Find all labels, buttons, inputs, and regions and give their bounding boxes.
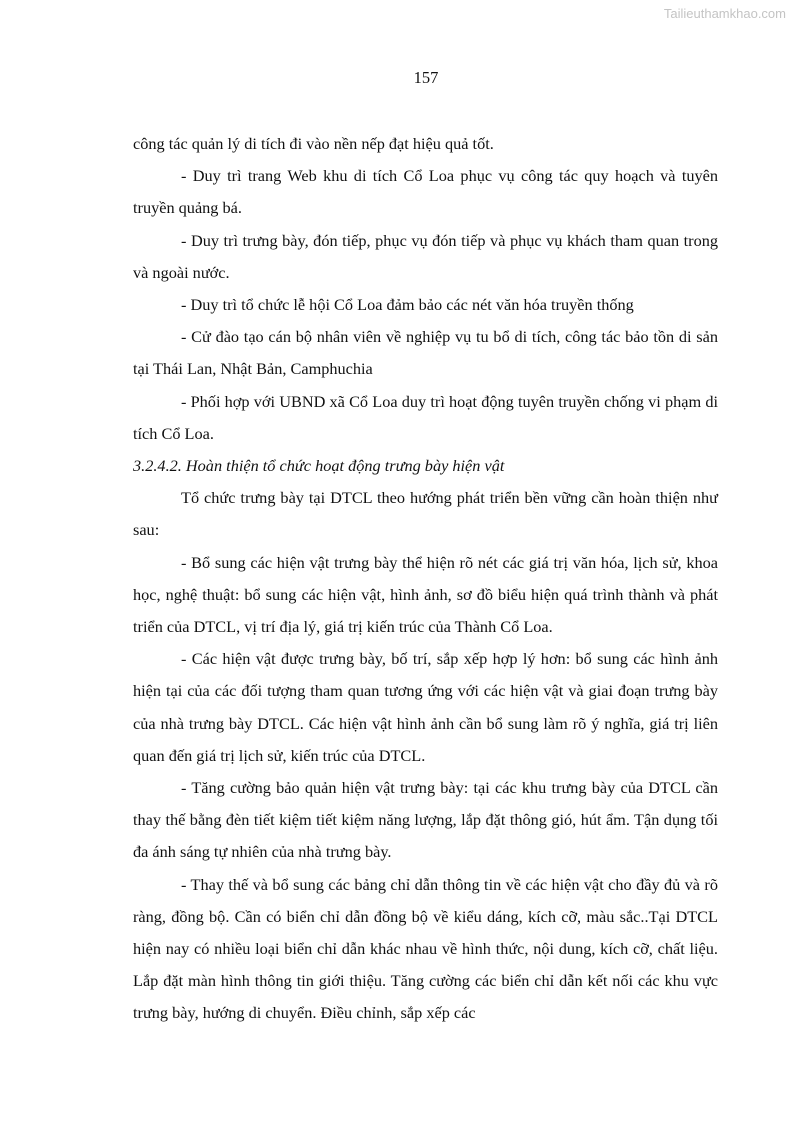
section-heading: 3.2.4.2. Hoàn thiện tổ chức hoạt động trưng bày hiện vật <box>133 456 505 476</box>
page-number: 157 <box>413 68 439 87</box>
bullet-paragraph: - Bổ sung các hiện vật trưng bày thể hiện rõ nét các giá trị văn hóa, lịch sử, khoa học, nghệ thuật: bổ sung các hiện vật, hình ảnh, sơ đồ biểu hiện quá trình thành và phát triển của DTCL, vị trí địa lý, giá trị kiến trúc của Thành Cổ Loa. <box>133 552 718 637</box>
bullet-paragraph: - Duy trì tổ chức lễ hội Cổ Loa đảm bảo các nét văn hóa truyền thống <box>181 295 634 315</box>
bullet-paragraph: - Phối hợp với UBND xã Cổ Loa duy trì hoạt động tuyên truyền chống vi phạm di tích Cổ Loa. <box>133 391 718 443</box>
watermark: Tailieuthamkhao.com <box>663 6 786 21</box>
bullet-paragraph: - Duy trì trưng bày, đón tiếp, phục vụ đón tiếp và phục vụ khách tham quan trong và ngoài nước. <box>133 230 718 282</box>
bullet-paragraph: - Các hiện vật được trưng bày, bố trí, sắp xếp hợp lý hơn: bổ sung các hình ảnh hiện tại của các đối tượng tham quan tương ứng với các hiện vật và giai đoạn trưng bày của nhà trưng bày DTCL. Các hiện vật hình ảnh cần bổ sung làm rõ ý nghĩa, giá trị liên quan đến giá trị lịch sử, kiến trúc của DTCL. <box>133 649 718 765</box>
document-body <box>133 128 718 1030</box>
bullet-paragraph: - Duy trì trang Web khu di tích Cổ Loa phục vụ công tác quy hoạch và tuyên truyền quảng bá. <box>133 166 718 218</box>
bullet-paragraph: - Tăng cường bảo quản hiện vật trưng bày: tại các khu trưng bày của DTCL cần thay thế bằng đèn tiết kiệm tiết kiệm năng lượng, lắp đặt thông gió, hút ẩm. Tận dụng tối đa ánh sáng tự nhiên của nhà trưng bày. <box>133 778 718 862</box>
paragraph-continuation: công tác quản lý di tích đi vào nền nếp đạt hiệu quả tốt. <box>133 134 494 153</box>
bullet-paragraph: - Cử đào tạo cán bộ nhân viên về nghiệp vụ tu bổ di tích, công tác bảo tồn di sản tại Thái Lan, Nhật Bản, Camphuchia <box>133 327 718 379</box>
body-paragraph: Tổ chức trưng bày tại DTCL theo hướng phát triển bền vững cần hoàn thiện như sau: <box>133 488 718 540</box>
bullet-paragraph: - Thay thế và bổ sung các bảng chỉ dẫn thông tin về các hiện vật cho đầy đủ và rõ ràng, đồng bộ. Cần có biển chỉ dẫn đồng bộ về kiểu dáng, kích cỡ, màu sắc..Tại DTCL hiện nay có nhiều loại biển chỉ dẫn khác nhau về hình thức, nội dung, kích cỡ, chất liệu. Lắp đặt màn hình thông tin giới thiệu. Tăng cường các biển chỉ dẫn kết nối các khu vực trưng bày, hướng di chuyển. Điều chỉnh, sắp xếp các <box>133 874 718 1023</box>
